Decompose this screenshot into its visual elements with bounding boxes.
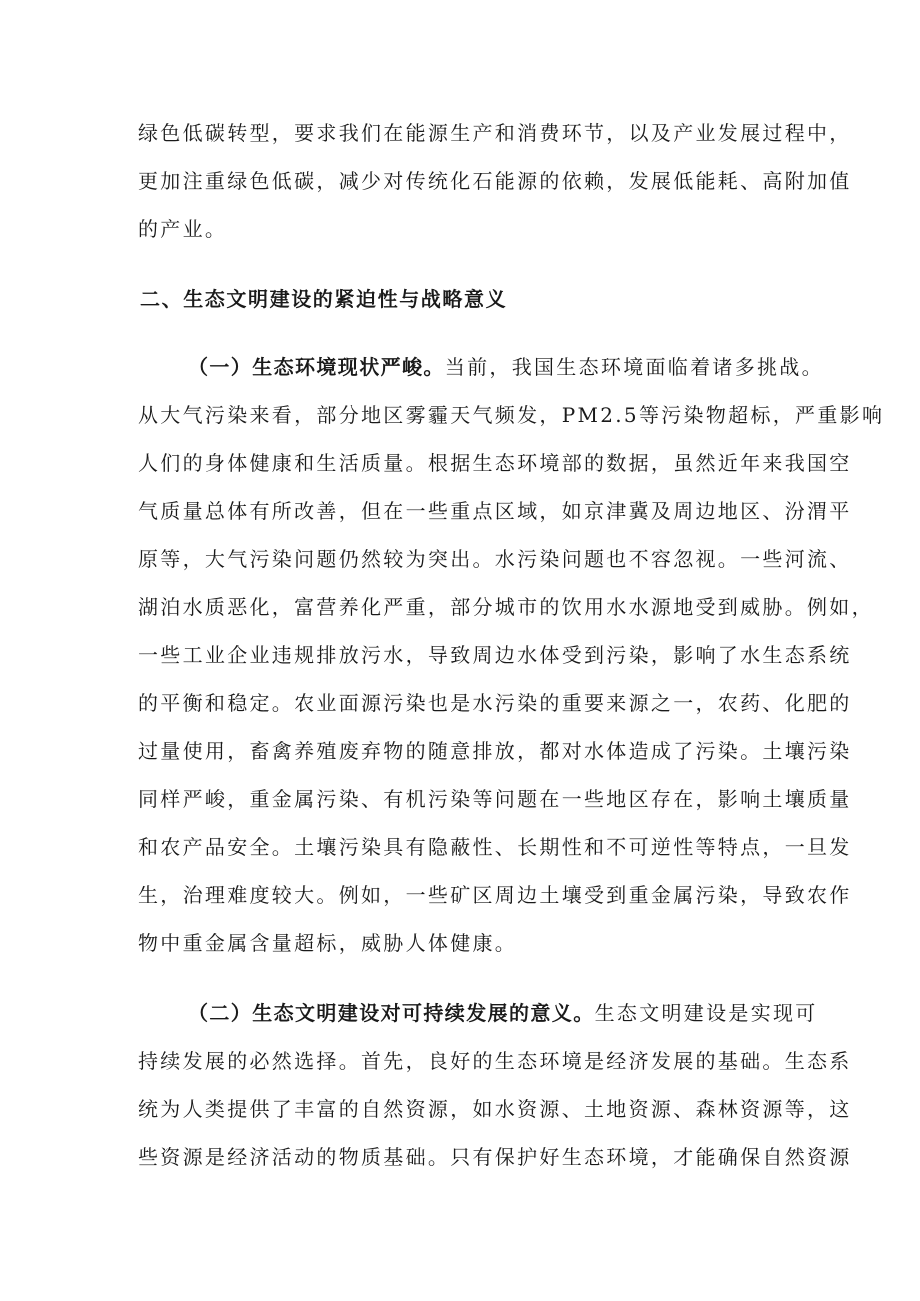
paragraph-line: 生，治理难度较大。例如，一些矿区周边土壤受到重金属污染，导致农作 [138, 883, 852, 907]
paragraph-line: 持续发展的必然选择。首先，良好的生态环境是经济发展的基础。生态系 [138, 1049, 852, 1073]
subsection-first-line [188, 355, 824, 379]
paragraph-line: 物中重金属含量超标，威胁人体健康。 [138, 931, 518, 955]
paragraph-line: 些资源是经济活动的物质基础。只有保护好生态环境，才能确保自然资源 [138, 1145, 852, 1169]
subsection-first-line-text: 生态文明建设是实现可 [594, 1001, 818, 1025]
subsection-first-line [188, 1001, 818, 1025]
section-heading: 二、生态文明建设的紧迫性与战略意义 [140, 287, 508, 311]
paragraph-line: 和农产品安全。土壤污染具有隐蔽性、长期性和不可逆性等特点，一旦发 [138, 835, 852, 859]
paragraph-line: 统为人类提供了丰富的自然资源，如水资源、土地资源、森林资源等，这 [138, 1097, 852, 1121]
paragraph-line: 绿色低碳转型，要求我们在能源生产和消费环节，以及产业发展过程中， [138, 121, 852, 145]
paragraph-line: 气质量总体有所改善，但在一些重点区域，如京津冀及周边地区、汾渭平 [138, 499, 852, 523]
paragraph-line: 人们的身体健康和生活质量。根据生态环境部的数据，虽然近年来我国空 [138, 451, 852, 475]
paragraph-line: 湖泊水质恶化，富营养化严重，部分城市的饮用水水源地受到威胁。例如， [138, 595, 874, 619]
subsection-first-line-text: 当前，我国生态环境面临着诸多挑战。 [444, 355, 824, 379]
paragraph-line: 原等，大气污染问题仍然较为突出。水污染问题也不容忽视。一些河流、 [138, 547, 852, 571]
paragraph-line: 的平衡和稳定。农业面源污染也是水污染的重要来源之一，农药、化肥的 [138, 691, 852, 715]
paragraph-line: 一些工业企业违规排放污水，导致周边水体受到污染，影响了水生态系统 [138, 643, 852, 667]
subsection-title: （一）生态环境现状严峻。 [188, 355, 445, 379]
paragraph-line: 过量使用，畜禽养殖废弃物的随意排放，都对水体造成了污染。土壤污染 [138, 739, 852, 763]
subsection-title: （二）生态文明建设对可持续发展的意义。 [188, 1001, 595, 1025]
paragraph-line: 从大气污染来看，部分地区雾霾天气频发，PM2.5等污染物超标，严重影响 [138, 403, 885, 427]
paragraph-line: 更加注重绿色低碳，减少对传统化石能源的依赖，发展低能耗、高附加值 [138, 169, 852, 193]
paragraph-line: 的产业。 [138, 217, 228, 241]
paragraph-line: 同样严峻，重金属污染、有机污染等问题在一些地区存在，影响土壤质量 [138, 787, 852, 811]
